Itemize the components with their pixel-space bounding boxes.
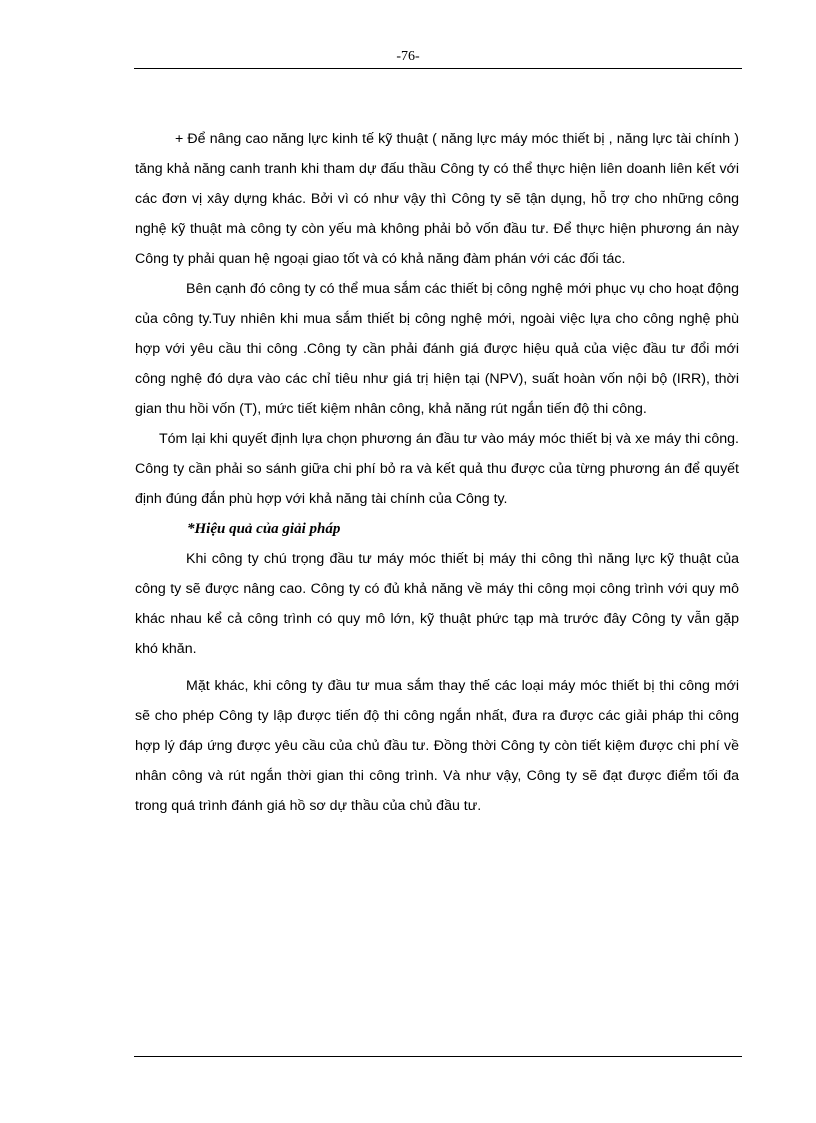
header-rule xyxy=(134,68,742,69)
document-body xyxy=(135,124,739,821)
paragraph-summary: Tóm lại khi quyết định lựa chọn phương án đầu tư vào máy móc thiết bị và xe máy thi công. Công ty cần phải so sánh giữa chi phí bỏ ra và kết quả thu được của từng phương án để quyết định đúng đắn phù hợp với khả năng tài chính của Công ty. xyxy=(135,431,739,507)
section-heading: *Hiệu quả của giải pháp xyxy=(187,521,341,537)
paragraph-effectiveness: Khi công ty chú trọng đầu tư máy móc thiết bị máy thi công thì năng lực kỹ thuật của công ty sẽ được nâng cao. Công ty có đủ khả năng về máy thi công mọi công trình với quy mô khác nhau kể cả công trình có quy mô lớn, kỹ thuật phức tạp mà trước đây Công ty vẫn gặp khó khăn. xyxy=(135,551,739,657)
paragraph-new-technology: Bên cạnh đó công ty có thể mua sắm các thiết bị công nghệ mới phục vụ cho hoạt động của công ty.Tuy nhiên khi mua sắm thiết bị công nghệ mới, ngoài việc lựa cho công nghệ phù hợp với yêu cầu thi công .Công ty cần phải đánh giá được hiệu quả của việc đầu tư đổi mới công nghệ đó dựa vào các chỉ tiêu như giá trị hiện tại (NPV), suất hoàn vốn nội bộ (IRR), thời gian thu hồi vốn (T), mức tiết kiệm nhân công, khả năng rút ngắn tiến độ thi công. xyxy=(135,281,739,417)
footer-rule xyxy=(134,1056,742,1057)
paragraph-joint-venture: + Để nâng cao năng lực kinh tế kỹ thuật ( năng lực máy móc thiết bị , năng lực tài chính ) tăng khả năng canh tranh khi tham dự đấu thầu Công ty có thể thực hiện liên doanh liên kết với các đơn vị xây dựng khác. Bởi vì có như vậy thì Công ty sẽ tận dụng, hỗ trợ cho những công nghệ kỹ thuật mà công ty còn yếu mà không phải bỏ vốn đầu tư. Để thực hiện phương án này Công ty phải quan hệ ngoại giao tốt và có khả năng đàm phán với các đối tác. xyxy=(135,131,739,267)
paragraph-benefits: Mặt khác, khi công ty đầu tư mua sắm thay thế các loại máy móc thiết bị thi công mới sẽ cho phép Công ty lập được tiến độ thi công ngắn nhất, đưa ra được các giải pháp thi công hợp lý đáp ứng được yêu cầu của chủ đầu tư. Đồng thời Công ty còn tiết kiệm được chi phí về nhân công và rút ngắn thời gian thi công trình. Và như vậy, Công ty sẽ đạt được điểm tối đa trong quá trình đánh giá hồ sơ dự thầu của chủ đầu tư. xyxy=(135,678,739,814)
page-number: -76- xyxy=(396,49,420,64)
